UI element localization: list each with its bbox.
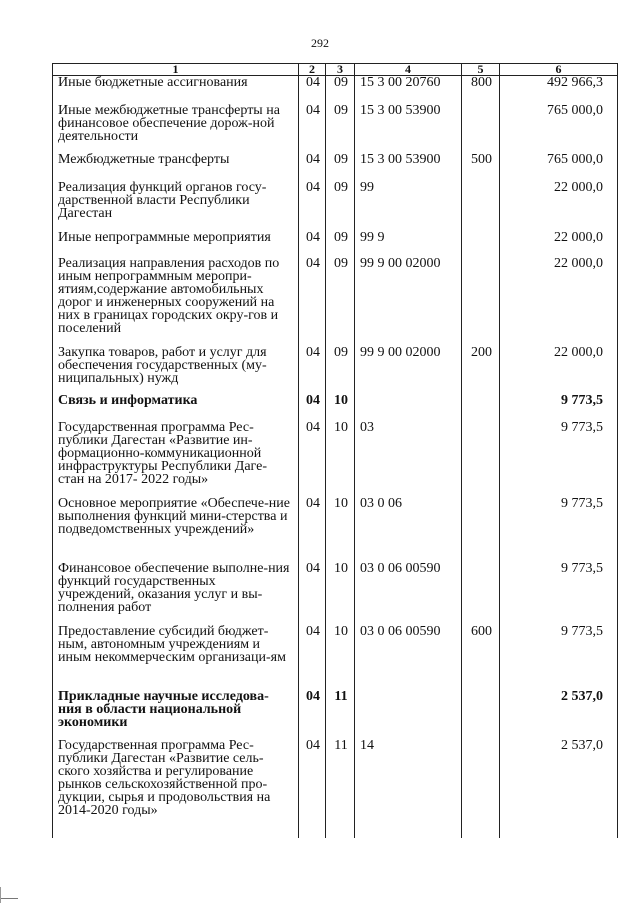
- cell-amount: 9 773,5: [500, 625, 618, 690]
- cell-vr: 200: [462, 346, 500, 394]
- cell-name: Прикладные научные исследова-ния в области национальной экономики: [53, 690, 299, 739]
- cell-amount: 22 000,0: [500, 231, 618, 257]
- cell-name: Иные межбюджетные трансферты на финансовое обеспечение дорож-ной деятельности: [53, 104, 299, 153]
- table-row: [53, 104, 618, 153]
- cell-pr: 11: [326, 690, 355, 739]
- cell-vr: [462, 497, 500, 562]
- table-row: [53, 562, 618, 625]
- cell-pr: 10: [326, 625, 355, 690]
- cell-csr: 03 0 06: [355, 497, 462, 562]
- cell-vr: [462, 104, 500, 153]
- cell-name: Основное мероприятие «Обеспече-ние выполнения функций мини-стерства и подведомственных учреждений»: [53, 497, 299, 562]
- cell-csr: [355, 394, 462, 421]
- cell-rz: 04: [299, 394, 326, 421]
- cell-name: Реализация функций органов госу-дарственной власти Республики Дагестан: [53, 181, 299, 231]
- cell-name: Реализация направления расходов по иным непрограммным меропри-ятиям,содержание автомобильных дорог и инженерных сооружений на них в границах городских окру-гов и поселений: [53, 257, 299, 346]
- table-row: [53, 739, 618, 838]
- cell-vr: [462, 231, 500, 257]
- cell-rz: 04: [299, 181, 326, 231]
- cell-rz: 04: [299, 346, 326, 394]
- cell-pr: 09: [326, 104, 355, 153]
- cell-name: Иные непрограммные мероприятия: [53, 231, 299, 257]
- cell-amount: 9 773,5: [500, 421, 618, 497]
- cell-amount: 22 000,0: [500, 257, 618, 346]
- cell-rz: 04: [299, 497, 326, 562]
- cell-amount: 492 966,3: [500, 76, 618, 104]
- table-row: [53, 346, 618, 394]
- cell-pr: 10: [326, 562, 355, 625]
- cell-vr: [462, 739, 500, 838]
- cell-pr: 09: [326, 153, 355, 181]
- cell-csr: 03: [355, 421, 462, 497]
- table-row: [53, 153, 618, 181]
- cell-pr: 09: [326, 231, 355, 257]
- col-header-vr: 5: [462, 64, 500, 76]
- cell-amount: 765 000,0: [500, 104, 618, 153]
- cell-pr: 10: [326, 421, 355, 497]
- cell-amount: 2 537,0: [500, 739, 618, 838]
- cell-rz: 04: [299, 739, 326, 838]
- table-row: [53, 394, 618, 421]
- header-row: [53, 64, 618, 76]
- cell-pr: 09: [326, 346, 355, 394]
- cell-rz: 04: [299, 153, 326, 181]
- table-row: [53, 231, 618, 257]
- table-row: [53, 625, 618, 690]
- table-row: [53, 421, 618, 497]
- cell-name: Предоставление субсидий бюджет-ным, автономным учреждениям и иным некоммерческим организаци-ям: [53, 625, 299, 690]
- cell-vr: [462, 257, 500, 346]
- cell-vr: [462, 181, 500, 231]
- cell-rz: 04: [299, 690, 326, 739]
- cell-csr: 15 3 00 20760: [355, 76, 462, 104]
- cell-amount: 9 773,5: [500, 562, 618, 625]
- cell-pr: 09: [326, 257, 355, 346]
- cell-rz: 04: [299, 257, 326, 346]
- cell-csr: 99 9 00 02000: [355, 346, 462, 394]
- cell-csr: 99: [355, 181, 462, 231]
- cell-name: Межбюджетные трансферты: [53, 153, 299, 181]
- col-header-csr: 4: [355, 64, 462, 76]
- cell-vr: 500: [462, 153, 500, 181]
- cell-name: Государственная программа Рес-публики Дагестан «Развитие сель-ского хозяйства и регулирование рынков сельскохозяйственной про-дукции, сырья и продовольствия на 2014-2020 годы»: [53, 739, 299, 838]
- cell-pr: 10: [326, 497, 355, 562]
- scan-edge-mark: [0, 887, 1, 903]
- cell-name: Государственная программа Рес-публики Дагестан «Развитие ин-формационно-коммуникационной инфраструктуры Республики Даге-стан на 2017- 2022 годы»: [53, 421, 299, 497]
- cell-amount: 9 773,5: [500, 394, 618, 421]
- scan-edge-mark: [0, 898, 18, 899]
- cell-vr: [462, 394, 500, 421]
- cell-csr: 15 3 00 53900: [355, 104, 462, 153]
- cell-name: Закупка товаров, работ и услуг для обеспечения государственных (му-ниципальных) нужд: [53, 346, 299, 394]
- col-header-amount: 6: [500, 64, 618, 76]
- page-number: 292: [311, 36, 329, 50]
- cell-amount: 9 773,5: [500, 497, 618, 562]
- cell-pr: 10: [326, 394, 355, 421]
- cell-csr: [355, 690, 462, 739]
- cell-vr: 600: [462, 625, 500, 690]
- cell-rz: 04: [299, 625, 326, 690]
- table-row: [53, 76, 618, 104]
- cell-amount: 2 537,0: [500, 690, 618, 739]
- cell-rz: 04: [299, 76, 326, 104]
- cell-csr: 15 3 00 53900: [355, 153, 462, 181]
- table-row: [53, 497, 618, 562]
- cell-csr: 03 0 06 00590: [355, 562, 462, 625]
- cell-csr: 99 9 00 02000: [355, 257, 462, 346]
- cell-amount: 765 000,0: [500, 153, 618, 181]
- cell-pr: 11: [326, 739, 355, 838]
- cell-amount: 22 000,0: [500, 346, 618, 394]
- cell-csr: 14: [355, 739, 462, 838]
- cell-rz: 04: [299, 421, 326, 497]
- cell-name: Финансовое обеспечение выполне-ния функций государственных учреждений, оказания услуг и вы-полнения работ: [53, 562, 299, 625]
- cell-vr: [462, 690, 500, 739]
- cell-name: Иные бюджетные ассигнования: [53, 76, 299, 104]
- cell-rz: 04: [299, 231, 326, 257]
- cell-pr: 09: [326, 181, 355, 231]
- cell-vr: 800: [462, 76, 500, 104]
- cell-vr: [462, 562, 500, 625]
- table-row: [53, 690, 618, 739]
- cell-name: Связь и информатика: [53, 394, 299, 421]
- table-row: [53, 257, 618, 346]
- col-header-pr: 3: [326, 64, 355, 76]
- cell-rz: 04: [299, 562, 326, 625]
- cell-pr: 09: [326, 76, 355, 104]
- col-header-name: 1: [53, 64, 299, 76]
- cell-amount: 22 000,0: [500, 181, 618, 231]
- cell-rz: 04: [299, 104, 326, 153]
- cell-csr: 99 9: [355, 231, 462, 257]
- cell-csr: 03 0 06 00590: [355, 625, 462, 690]
- budget-table: [52, 63, 618, 838]
- cell-vr: [462, 421, 500, 497]
- col-header-rz: 2: [299, 64, 326, 76]
- table-row: [53, 181, 618, 231]
